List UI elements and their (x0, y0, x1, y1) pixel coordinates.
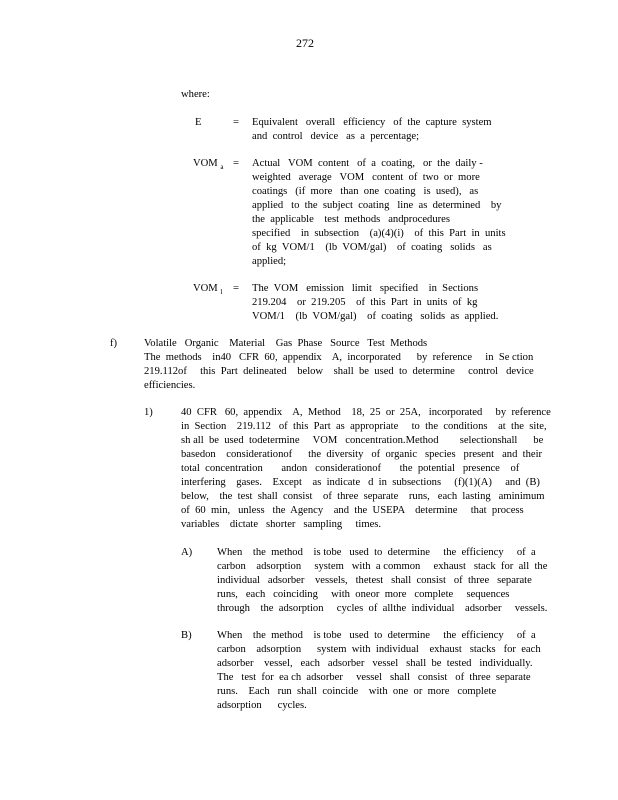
item-line: below, the test shall consist of three separate runs, each lasting aminimum (181, 491, 545, 502)
definition-line: Equivalent overall efficiency of the capture system (252, 117, 492, 128)
section-f-label: f) (110, 338, 118, 349)
item-line: variables dictate shorter sampling times. (181, 519, 382, 530)
item-line: adsorption cycles. (217, 700, 307, 711)
definition-symbol: VOM (193, 283, 218, 294)
definition-line: The VOM emission limit specified in Sections (252, 283, 479, 294)
definition-vom-l-symbol (193, 282, 222, 299)
item-1-label: 1) (144, 407, 153, 418)
section-f-text (144, 337, 534, 393)
item-line: total concentration andon considerationof the potential presence of (181, 463, 520, 474)
item-line: individual adsorber vessels, thetest shall consist of three separate (217, 575, 532, 586)
definition-vom-l-equals: = (233, 283, 239, 294)
item-line: through the adsorption cycles of allthe individual adsorber vessels. (217, 603, 548, 614)
item-a-label: A) (181, 547, 193, 558)
definition-line: 219.204 or 219.205 of this Part in units of kg (252, 297, 478, 308)
section-line: The methods in40 CFR 60, appendix A, incorporated by reference in Se ction (144, 352, 534, 363)
item-b-text (217, 629, 541, 713)
item-line: 40 CFR 60, appendix A, Method 18, 25 or 25A, incorporated by reference (181, 407, 551, 418)
item-line: adsorber vessel, each adsorber vessel shall be tested individually. (217, 658, 533, 669)
item-1-text (181, 406, 551, 532)
section-line: Volatile Organic Material Gas Phase Source Test Methods (144, 338, 428, 349)
definition-vom-a-symbol (193, 157, 224, 174)
item-line: of 60 min, unless the Agency and the USEPA determine that process (181, 505, 524, 516)
item-line: sh all be used todetermine VOM concentration.Method selectionshall be (181, 435, 544, 446)
definition-vom-a-equals: = (233, 158, 239, 169)
item-line: carbon adsorption system with individual exhaust stacks for each (217, 644, 541, 655)
definition-e-symbol (195, 116, 201, 130)
definition-line: and control device as a percentage; (252, 131, 420, 142)
item-line: runs. Each run shall coincide with one or more complete (217, 686, 497, 697)
definition-line: weighted average VOM content of two or more (252, 172, 480, 183)
definition-line: coatings (if more than one coating is used), as (252, 186, 479, 197)
definition-vom-a-text (252, 157, 506, 269)
definition-vom-l-text (252, 282, 498, 324)
definition-subscript: a (220, 163, 224, 172)
item-line: interfering gases. Except as indicate d in subsections (f)(1)(A) and (B) (181, 477, 540, 488)
item-b-label: B) (181, 630, 192, 641)
page-number: 272 (296, 36, 314, 50)
definition-e-equals: = (233, 117, 239, 128)
item-line: The test for ea ch adsorber vessel shall consist of three separate (217, 672, 531, 683)
definition-line: of kg VOM/1 (lb VOM/gal) of coating solids as (252, 242, 492, 253)
definition-symbol: VOM (193, 158, 218, 169)
item-line: basedon considerationof the diversity of organic species present and their (181, 449, 543, 460)
definition-e-text (252, 116, 492, 144)
definition-symbol: E (195, 117, 202, 128)
definition-line: VOM/1 (lb VOM/gal) of coating solids as applied. (252, 311, 499, 322)
definition-line: Actual VOM content of a coating, or the daily - (252, 158, 483, 169)
definition-line: specified in subsection (a)(4)(i) of this Part in units (252, 228, 506, 239)
definition-line: applied; (252, 256, 287, 267)
item-line: in Section 219.112 of this Part as appropriate to the conditions at the site, (181, 421, 547, 432)
item-line: carbon adsorption system with a common exhaust stack for all the (217, 561, 548, 572)
definition-line: the applicable test methods andprocedures (252, 214, 450, 225)
definition-line: applied to the subject coating line as determined by (252, 200, 502, 211)
definition-subscript: l (220, 288, 223, 297)
item-line: When the method is tobe used to determine the efficiency of a (217, 630, 536, 641)
section-line: efficiencies. (144, 380, 196, 391)
item-line: When the method is tobe used to determine the efficiency of a (217, 547, 536, 558)
where-label: where: (181, 89, 210, 100)
section-line: 219.112of this Part delineated below shall be used to determine control device (144, 366, 534, 377)
item-line: runs, each coinciding with oneor more complete sequences (217, 589, 510, 600)
item-a-text (217, 546, 547, 616)
